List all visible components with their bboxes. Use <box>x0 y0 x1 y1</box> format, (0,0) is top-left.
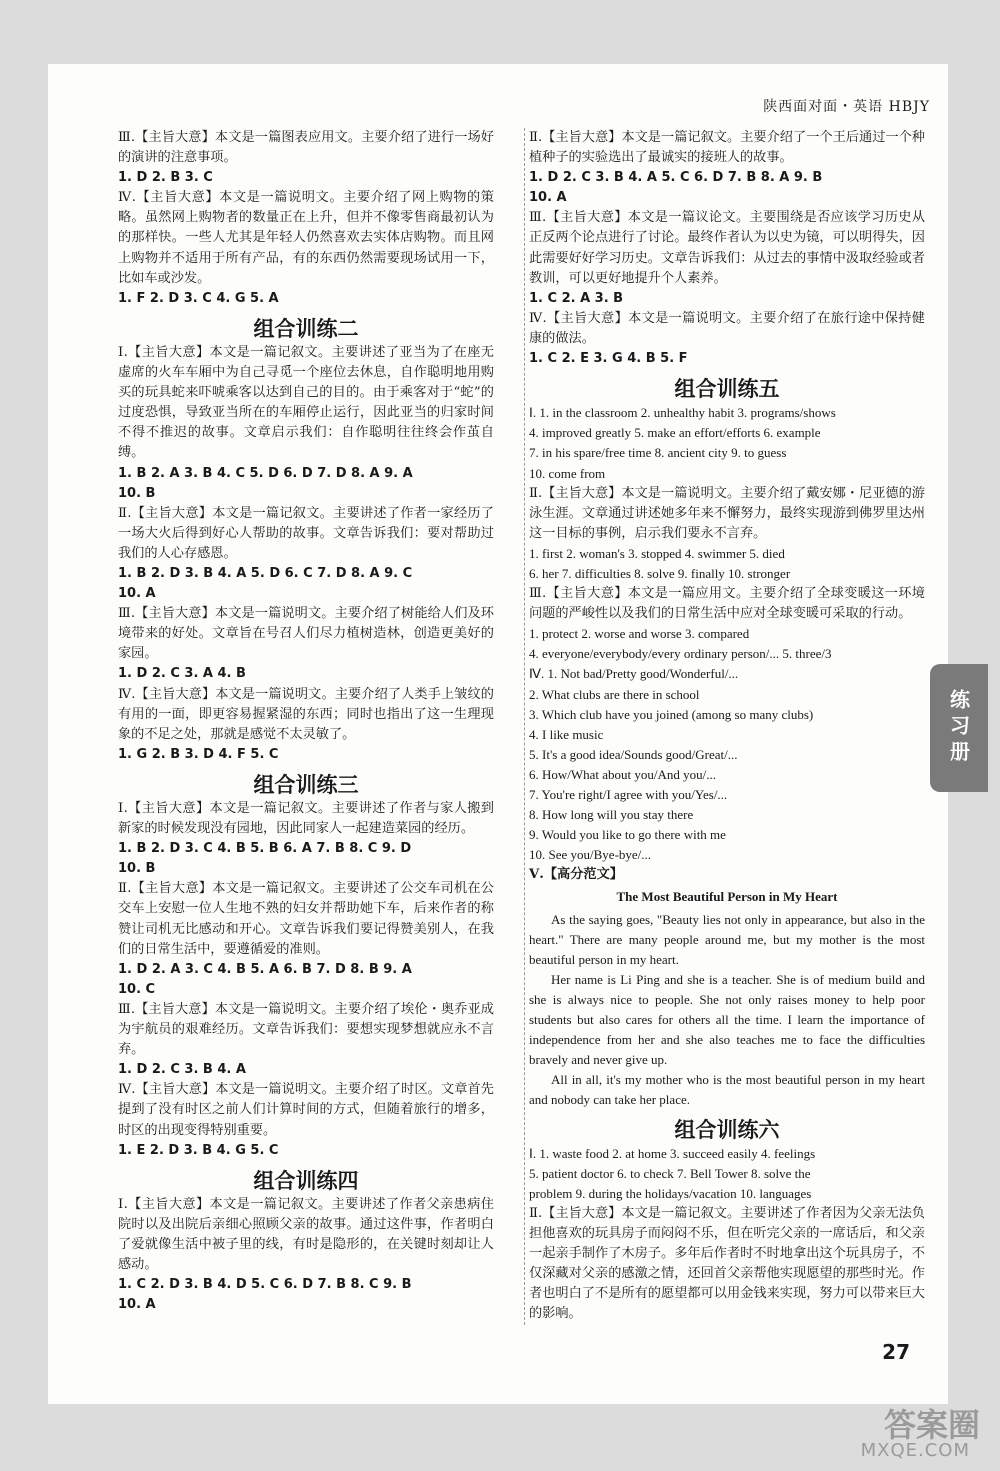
section-title: 组合训练六 <box>674 1117 780 1142</box>
answer-line: 5. patient doctor 6. to check 7. Bell Tower 8. solve the <box>529 1165 811 1181</box>
answer-line: 8. How long will you stay there <box>529 807 694 823</box>
answer-line: 1. D 2. C 3. B 4. A <box>118 1062 246 1078</box>
answer-line: 10. See you/Bye-bye/... <box>529 847 652 863</box>
summary-paragraph: Ⅳ.【主旨大意】本文是一篇说明文。主要介绍了在旅行途中保持健康的做法。 <box>529 310 925 346</box>
summary-paragraph: Ⅲ.【主旨大意】本文是一篇应用文。主要介绍了全球变暖这一环境问题的严峻性以及我们的日常生活中应对全球变暖可采取的行动。 <box>529 586 925 622</box>
answer-line: 6. her 7. difficulties 8. solve 9. finally 10. stronger <box>529 565 791 581</box>
answer-line: 1. D 2. C 3. B 4. A 5. C 6. D 7. B 8. A 9. B <box>529 170 823 186</box>
answer-line: 7. You're right/I agree with you/Yes/... <box>529 787 728 802</box>
answer-line: 4. everyone/everybody/every ordinary person/... 5. three/3 <box>529 646 832 662</box>
essay-paragraph: As the saying goes, "Beauty lies not only in appearance, but also in the heart." There are many people around me, but my mother is the most beautiful person in my heart. <box>529 911 925 967</box>
answer-line: 1. D 2. B 3. C <box>118 170 213 186</box>
answer-line: 1. E 2. D 3. B 4. G 5. C <box>118 1142 279 1158</box>
answer-line: 1. C 2. E 3. G 4. B 5. F <box>529 351 688 367</box>
side-tab-label: 练习册 <box>930 664 988 792</box>
answer-line: problem 9. during the holidays/vacation 10. languages <box>529 1185 812 1201</box>
right-column <box>524 128 925 1325</box>
page-header: 陕西面对面・英语 HBJY <box>763 99 930 115</box>
answer-line: 1. D 2. C 3. A 4. B <box>118 666 246 682</box>
answer-line: 10. B <box>118 861 156 877</box>
summary-paragraph: Ⅰ.【主旨大意】本文是一篇记叙文。主要讲述了亚当为了在座无虚席的火车车厢中为自己寻觅一个座位去休息，自作聪明地用购买的玩具蛇来吓唬乘客以达到自己的目的。由于乘客对于“蛇”的过度恐惧，导致亚当所在的车厢停止运行，因此亚当的归家时间不得不推迟的故事。文章启示我们：自作聪明往往终会作茧自缚。 <box>118 344 494 461</box>
answer-line: 1. first 2. woman's 3. stopped 4. swimmer 5. died <box>529 545 785 561</box>
summary-paragraph: Ⅱ.【主旨大意】本文是一篇记叙文。主要讲述了作者一家经历了一场大火后得到好心人帮助的故事。文章告诉我们：要对帮助过我们的人心存感恩。 <box>118 505 494 561</box>
summary-paragraph: Ⅱ.【主旨大意】本文是一篇说明文。主要介绍了戴安娜・尼亚德的游泳生涯。文章通过讲述她多年来不懈努力，最终实现游到佛罗里达州这一目标的事例，启示我们要永不言弃。 <box>529 485 925 541</box>
summary-paragraph: Ⅲ.【主旨大意】本文是一篇说明文。主要介绍了树能给人们及环境带来的好处。文章旨在号召人们尽力植树造林，创造更美好的家园。 <box>118 606 494 662</box>
answer-line: 3. Which club have you joined (among so many clubs) <box>529 706 814 722</box>
answer-line: 1. G 2. B 3. D 4. F 5. C <box>118 746 279 762</box>
summary-paragraph: Ⅳ.【主旨大意】本文是一篇说明文。主要介绍了时区。文章首先提到了没有时区之前人们计算时间的方式，但随着旅行的增多，时区的出现变得特别重要。 <box>118 1082 494 1138</box>
summary-paragraph: Ⅲ.【主旨大意】本文是一篇图表应用文。主要介绍了进行一场好的演讲的注意事项。 <box>118 130 494 166</box>
answer-line: 1. B 2. A 3. B 4. C 5. D 6. D 7. D 8. A 9. A <box>118 465 413 481</box>
answer-line: 1. C 2. A 3. B <box>529 290 624 306</box>
essay-title: The Most Beautiful Person in My Heart <box>616 889 838 905</box>
summary-paragraph: Ⅲ.【主旨大意】本文是一篇说明文。主要介绍了埃伦・奥乔亚成为宇航员的艰难经历。文章告诉我们：要想实现梦想就应永不言弃。 <box>118 1001 494 1058</box>
answer-line: 10. A <box>118 586 156 602</box>
answer-line: Ⅰ. 1. in the classroom 2. unhealthy habit 3. programs/shows <box>529 405 836 421</box>
summary-paragraph: Ⅱ.【主旨大意】本文是一篇记叙文。主要讲述了公交车司机在公交车上安慰一位人生地不熟的妇女并帮助她下车，后来作者的称赞让司机无比感动和开心。文章告诉我们要记得赞美别人，在我们的日常生活中，要遵循爱的准则。 <box>118 881 494 957</box>
summary-paragraph: Ⅱ.【主旨大意】本文是一篇记叙文。主要讲述了作者因为父亲无法负担他喜欢的玩具房子而闷闷不乐，但在听完父亲的一席话后，和父亲一起亲手制作了木房子。多年后作者时不时地拿出这个玩具房子，不仅深藏对父亲的感激之情，还回首父亲帮他实现愿望的那些时光。作者也明白了不是所有的愿望都可以用金钱来实现，努力可以带来巨大的影响。 <box>529 1205 925 1322</box>
section-title: 组合训练三 <box>253 772 359 797</box>
answer-line: Ⅰ. 1. waste food 2. at home 3. succeed easily 4. feelings <box>529 1145 816 1161</box>
answer-line: 1. F 2. D 3. C 4. G 5. A <box>118 290 279 306</box>
answer-line: 1. B 2. D 3. B 4. A 5. D 6. C 7. D 8. A 9. C <box>118 565 413 581</box>
section-title: 组合训练二 <box>253 316 359 341</box>
answer-line: 1. D 2. A 3. C 4. B 5. A 6. B 7. D 8. B 9. A <box>118 961 412 977</box>
answer-line: 10. C <box>118 981 156 997</box>
answer-line: 4. improved greatly 5. make an effort/efforts 6. example <box>529 425 821 441</box>
left-column <box>118 128 494 1315</box>
section-title: 组合训练五 <box>674 377 780 402</box>
watermark-logo: 答案圈 <box>883 1406 980 1444</box>
essay-paragraph: Her name is Li Ping and she is a teacher. She is of medium build and she is always nice to people. She not only raises money to help poor students but also cares for others all the time. I learn the importance of independence from her and she also teaches me to face the difficulties bravely and never give up. <box>529 971 925 1067</box>
answer-line: 9. Would you like to go there with me <box>529 827 726 843</box>
summary-paragraph: Ⅰ.【主旨大意】本文是一篇记叙文。主要讲述了作者与家人搬到新家的时候发现没有园地，因此同家人一起建造菜园的经历。 <box>118 801 494 837</box>
summary-paragraph: Ⅲ.【主旨大意】本文是一篇议论文。主要围绕是否应该学习历史从正反两个论点进行了讨论。最终作者认为以史为镜，可以明得失，因此需要好好学习历史。文章告诉我们：从过去的事情中汲取经验或者教训，可以更好地提升个人素养。 <box>529 210 925 286</box>
summary-paragraph: Ⅳ.【主旨大意】本文是一篇说明文。主要介绍了人类手上皱纹的有用的一面，即更容易握紧湿的东西；同时也指出了这一生理现象的不足之处，那就是感觉不太灵敏了。 <box>118 686 494 742</box>
answer-line: 1. B 2. D 3. C 4. B 5. B 6. A 7. B 8. C 9. D <box>118 841 412 857</box>
page-number: 27 <box>882 1340 910 1364</box>
answer-line: 7. in his spare/free time 8. ancient city 9. to guess <box>529 445 787 461</box>
model-essay-label: Ⅴ.【高分范文】 <box>529 867 623 883</box>
answer-line: Ⅳ. 1. Not bad/Pretty good/Wonderful/... <box>529 666 739 682</box>
answer-line: 10. A <box>118 1297 156 1313</box>
answer-line: 10. come from <box>529 465 606 481</box>
answer-line: 10. A <box>529 190 567 206</box>
answer-line: 6. How/What about you/And you/... <box>529 766 717 782</box>
answer-line: 5. It's a good idea/Sounds good/Great/... <box>529 746 738 762</box>
summary-paragraph: Ⅳ.【主旨大意】本文是一篇说明文。主要介绍了网上购物的策略。虽然网上购物者的数量正在上升，但并不像零售商最初认为的那样快。一些人尤其是年轻人仍然喜欢去实体店购物。而且网上购物并不适用于所有产品，有的东西仍然需要现场试用一下，比如车或沙发。 <box>118 190 494 286</box>
summary-paragraph: Ⅰ.【主旨大意】本文是一篇记叙文。主要讲述了作者父亲患病住院时以及出院后亲细心照顾父亲的故事。通过这件事，作者明白了爱就像生活中被子里的线，有时是隐形的，在关键时刻却让人感动。 <box>118 1196 494 1273</box>
summary-paragraph: Ⅱ.【主旨大意】本文是一篇记叙文。主要介绍了一个王后通过一个种植种子的实验选出了最诚实的接班人的故事。 <box>529 130 925 166</box>
section-title: 组合训练四 <box>253 1168 359 1193</box>
answer-line: 2. What clubs are there in school <box>529 686 700 702</box>
watermark-url: MXQE.COM <box>860 1440 970 1461</box>
answer-line: 4. I like music <box>529 726 604 742</box>
essay-paragraph: All in all, it's my mother who is the most beautiful person in my heart and nobody can take her place. <box>529 1071 925 1107</box>
answer-line: 10. B <box>118 485 156 501</box>
answer-line: 1. protect 2. worse and worse 3. compared <box>529 626 750 642</box>
answer-line: 1. C 2. D 3. B 4. D 5. C 6. D 7. B 8. C 9. B <box>118 1277 412 1293</box>
